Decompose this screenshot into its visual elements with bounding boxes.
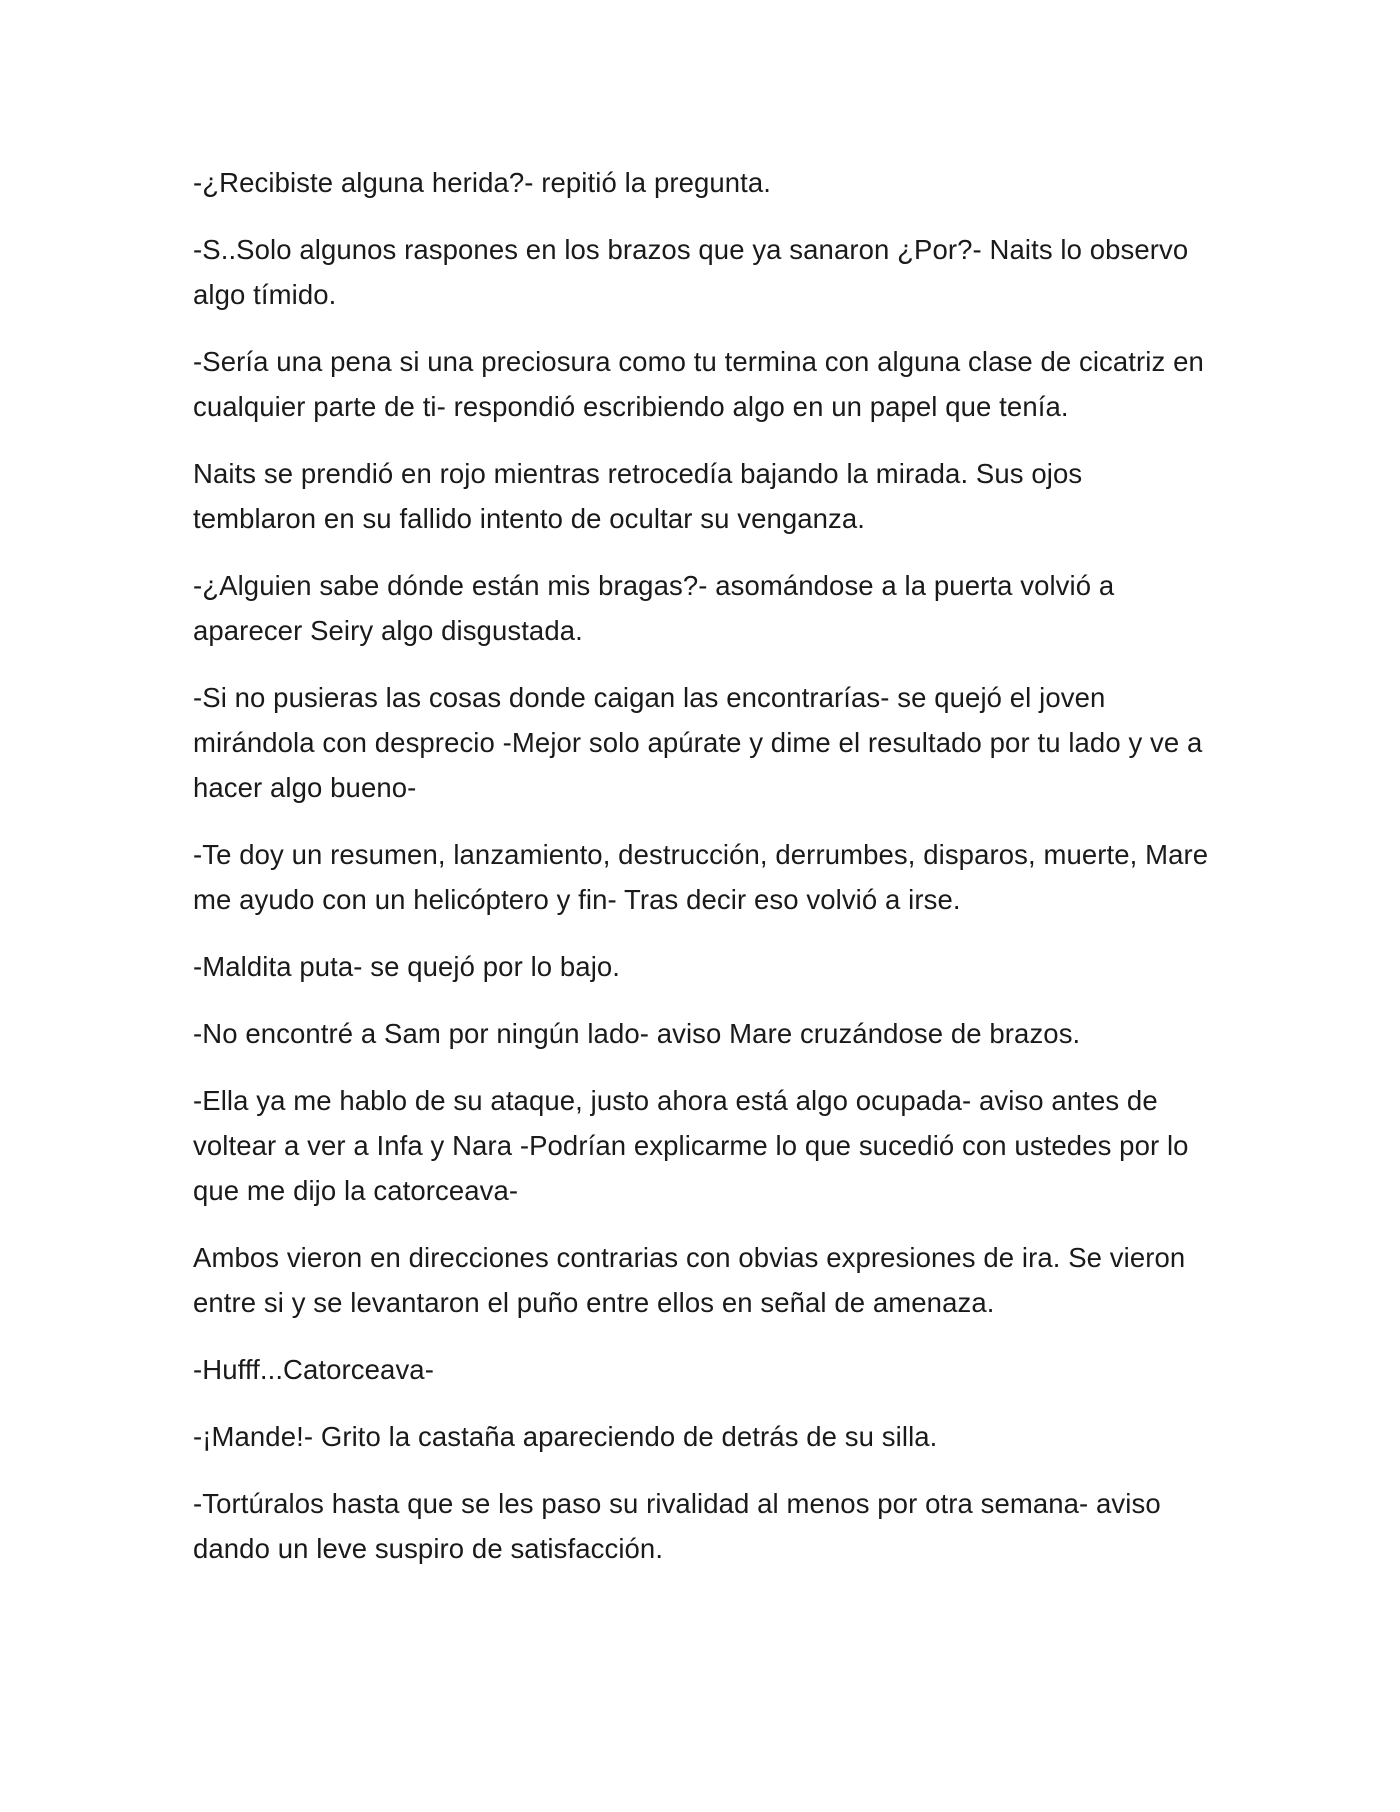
paragraph: -¿Recibiste alguna herida?- repitió la pregunta.	[193, 167, 772, 198]
paragraph: -¡Mande!- Grito la castaña apareciendo de detrás de su silla.	[193, 1421, 938, 1452]
document-body	[193, 160, 1218, 1571]
paragraph: -Tortúralos hasta que se les paso su rivalidad al menos por otra semana- aviso dando un leve suspiro de satisfacción.	[193, 1488, 1169, 1564]
paragraph: -¿Alguien sabe dónde están mis bragas?- asomándose a la puerta volvió a aparecer Seiry algo disgustada.	[193, 570, 1123, 646]
paragraph: -Si no pusieras las cosas donde caigan las encontrarías- se quejó el joven mirándola con desprecio -Mejor solo apúrate y dime el resultado por tu lado y ve a hacer algo bueno-	[193, 682, 1218, 803]
paragraph: Naits se prendió en rojo mientras retrocedía bajando la mirada. Sus ojos temblaron en su fallido intento de ocultar su venganza.	[193, 458, 1090, 534]
paragraph: -S..Solo algunos raspones en los brazos que ya sanaron ¿Por?- Naits lo observo algo tímido.	[193, 234, 1197, 310]
paragraph: -No encontré a Sam por ningún lado- aviso Mare cruzándose de brazos.	[193, 1018, 1081, 1049]
paragraph: -Te doy un resumen, lanzamiento, destrucción, derrumbes, disparos, muerte, Mare me ayudo con un helicóptero y fin- Tras decir eso volvió a irse.	[193, 839, 1216, 915]
paragraph: -Ella ya me hablo de su ataque, justo ahora está algo ocupada- aviso antes de voltear a ver a Infa y Nara -Podrían explicarme lo que sucedió con ustedes por lo que me dijo la catorceava-	[193, 1085, 1197, 1206]
paragraph: Ambos vieron en direcciones contrarias con obvias expresiones de ira. Se vieron entre si y se levantaron el puño entre ellos en señal de amenaza.	[193, 1242, 1194, 1318]
paragraph: -Maldita puta- se quejó por lo bajo.	[193, 951, 621, 982]
paragraph: -Hufff...Catorceava-	[193, 1354, 434, 1385]
paragraph: -Sería una pena si una preciosura como tu termina con alguna clase de cicatriz en cualquier parte de ti- respondió escribiendo algo en un papel que tenía.	[193, 346, 1212, 422]
